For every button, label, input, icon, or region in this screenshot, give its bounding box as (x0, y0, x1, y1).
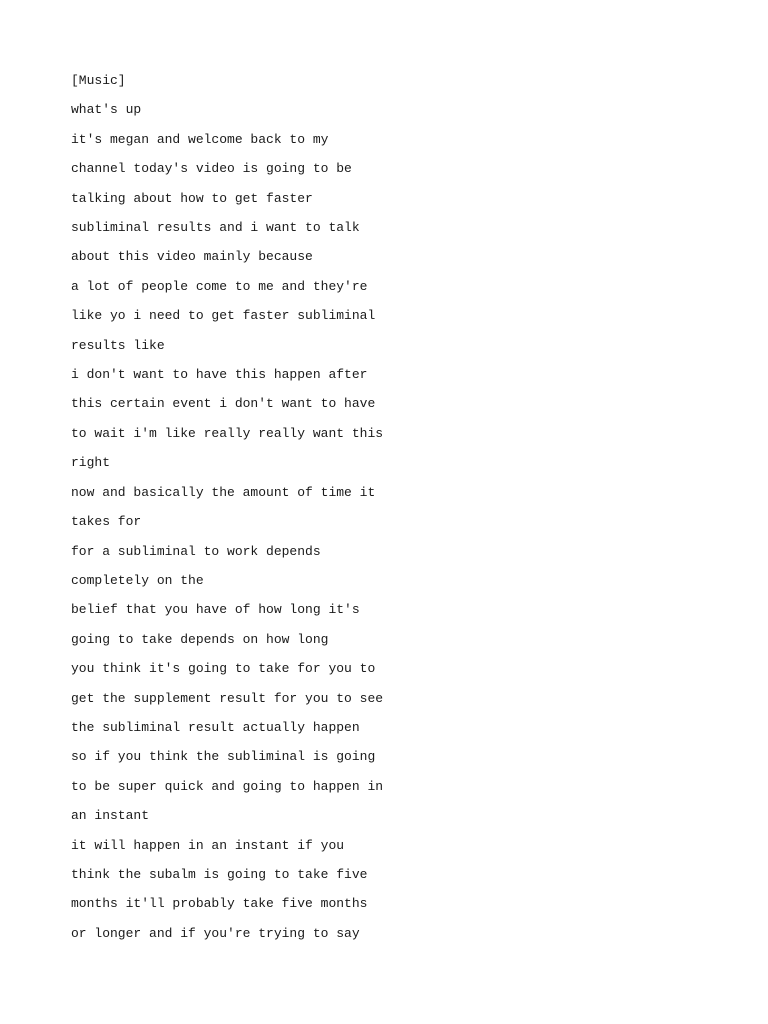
transcript-line: channel today's video is going to be (71, 161, 352, 177)
transcript-line: now and basically the amount of time it (71, 484, 376, 500)
transcript-line: this certain event i don't want to have (71, 396, 376, 412)
transcript-line: get the supplement result for you to see (71, 690, 384, 706)
transcript-line: what's up (71, 102, 142, 118)
transcript-line: the subliminal result actually happen (71, 719, 360, 735)
transcript-line: think the subalm is going to take five (71, 866, 368, 882)
transcript-line: you think it's going to take for you to (71, 661, 376, 677)
transcript-line: belief that you have of how long it's (71, 602, 360, 618)
transcript-line: or longer and if you're trying to say (71, 925, 360, 941)
transcript-line: so if you think the subliminal is going (71, 749, 376, 765)
transcript-line: about this video mainly because (71, 249, 313, 265)
transcript-line: it's megan and welcome back to my (71, 131, 329, 147)
transcript-line: takes for (71, 514, 142, 530)
transcript-page (71, 66, 731, 948)
transcript-line: like yo i need to get faster subliminal (71, 308, 376, 324)
transcript-line: for a subliminal to work depends (71, 543, 321, 559)
transcript-line: right (71, 455, 111, 471)
transcript-line: results like (71, 337, 165, 353)
transcript-line: to be super quick and going to happen in (71, 778, 384, 794)
transcript-line: an instant (71, 808, 150, 824)
transcript-line: i don't want to have this happen after (71, 367, 368, 383)
transcript-line: talking about how to get faster (71, 190, 313, 206)
transcript-line: a lot of people come to me and they're (71, 278, 368, 294)
transcript-line: going to take depends on how long (71, 631, 329, 647)
transcript-line: months it'll probably take five months (71, 896, 368, 912)
transcript-line: to wait i'm like really really want this (71, 425, 384, 441)
transcript-line: subliminal results and i want to talk (71, 220, 360, 236)
transcript-line: completely on the (71, 572, 204, 588)
transcript-line: it will happen in an instant if you (71, 837, 345, 853)
transcript-line: [Music] (71, 73, 126, 88)
